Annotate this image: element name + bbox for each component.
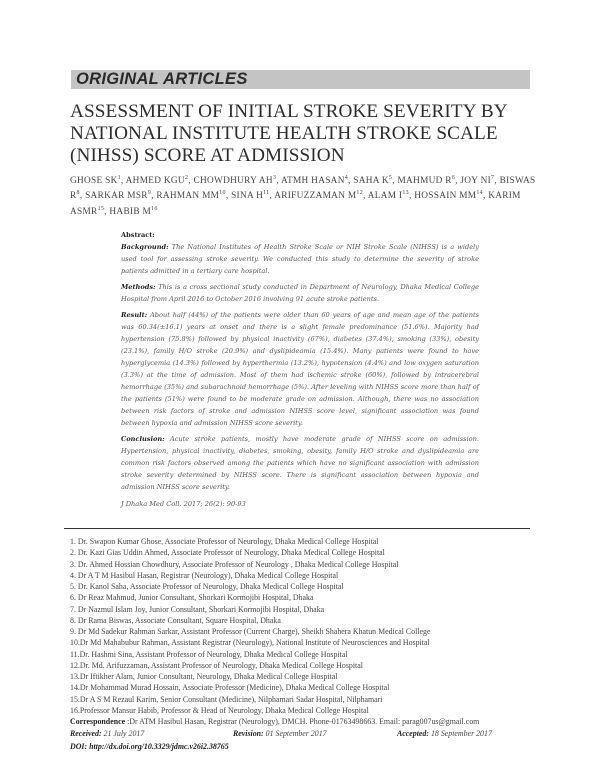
section-header: ORIGINAL ARTICLES [76,70,248,88]
divider [64,528,530,529]
accepted-date: 18 September 2017 [430,729,492,739]
author-name: ARIFUZZAMAN M [274,191,357,202]
author-affiliation-number: 12 [356,190,364,197]
author [368,191,409,201]
author-affiliation-number: 9 [147,190,152,197]
journal-citation: J Dhaka Med Coll. 2017; 26(2): 90-93 [121,500,246,508]
received-label: Received: [70,729,102,739]
affiliation-item: 6. Dr Reaz Mahmud, Junior Consultant, Shorkari Kormojibi Hospital, Dhaka [70,593,314,603]
author-affiliation-number: 13 [402,190,409,197]
affiliation-item: 13.Dr Iftikher Alam, Junior Consultant, Neurology, Dhaka Medical College Hospital [70,672,338,681]
author-name: AHMED KGU [125,176,185,187]
author [414,191,483,201]
accepted-label: Accepted: [397,729,429,739]
methods-label: Methods: [121,283,156,291]
affiliation-item: 16.Professor Mansur Habib, Professor & Head of Neurology, Dhaka Medical College Hospital [70,705,369,715]
affiliation-item: 7. Dr Nazmul Islam Joy, Junior Consultant, Shorkari Kormojibi Hospital, Dhaka [70,604,325,614]
methods-text: This is a cross sectional study conducted in Department of Neurology, Dhaka Medical College Hospital from April 2016 to October 2016 involving 91 acute stroke patients. [121,283,479,303]
author [70,176,121,186]
affiliation-item: 12.Dr. Md. Arifuzzaman, Assistant Professor of Neurology, Dhaka Medical College Hospital [70,660,363,670]
correspondence [70,716,600,728]
conclusion-text: Acute stroke patients, mostly have moderate grade of NIHSS score on admission. Hypertension, physical inactivity, diabetes, smoking, obesity, family H/O stroke and dyslipideamia are common risk factors observed among the patients which have no significant association with admission stroke severity determined by NIHSS score. There is significant association between hypoxia and admission NIHSS score severity. [121,435,479,491]
author [281,176,348,186]
received-date: 21 July 2017 [103,729,145,739]
author-affiliation-number: 1 [117,175,121,181]
author-name: ATMH HASAN [281,176,345,187]
abstract [121,229,479,514]
author-affiliation-number: 10 [219,190,226,197]
abstract-background [121,241,479,277]
article-footer [70,716,600,753]
affiliation-item: 10.Dr Md Mahabubur Rahman, Assistant Registrar (Neurology), National Institute of Neurosciences and Hospital [70,638,430,648]
revision-label: Revision: [233,729,264,739]
author-affiliation-number: 4 [344,175,349,181]
affiliation-item: 8. Dr Rama Biswas, Associate Consultant, Square Hospital, Dhaka [70,615,281,625]
affiliation-item: 15.Dr A S M Rezaul Karim, Senior Consultant (Medicine), Nilphamari Sadar Hospital, Nilphamari [70,694,383,704]
title-line: (NIHSS) SCORE AT ADMISSION [70,145,345,166]
result-text: About half (44%) of the patients were older than 60 years of age and mean age of the patients was 60.34(±16.1) years at onset and there is a slight female predominance (51.6%). Majority had hypertension (75.8%) followed by physical inactivity (67%), diabetes (37.4%), smoking (33%), obesity (23.1%), family H/O stroke (20.9%) and dyslipideamia (15.4%). Many patients were found to have hyperglycemia (14.3%) followed by hyperthermia (13.2%), hypotension (4.4%) and low oxygen saturation (3.3%) at the time of admission. Most of them had ischemic stroke (60%), followed by intracerebral hemorrhage (35%) and subarachnoid hemorrhage (5%). After leveling with NIHSS score more than half of the patients (51%) were found to be moderate grade on admission. Although, there was no association between risk factors of stroke and admission NIHSS score level, significant association was found between hypoxia and admission NIHSS score severity. [121,311,479,427]
doi-link[interactable]: DOI: http://dx.doi.org/10.3329/jdmc.v26i2.38765 [70,741,229,751]
article-title [70,101,580,167]
author [274,191,363,201]
revision-date: 01 September 2017 [265,729,327,739]
author [126,176,189,186]
affiliation-item: 1. Dr. Swapon Kumar Ghose, Associate Professor of Neurology, Dhaka Medical College Hospital [70,537,379,546]
conclusion-label: Conclusion: [121,435,165,443]
affiliation-item: 14.Dr Mohammad Murad Hossain, Associate Professor (Medicine), Dhaka Medical College Hospital [70,683,390,693]
abstract-result [121,309,479,429]
author [85,191,151,201]
author-name: SAHA K [353,176,389,187]
title-line: ASSESSMENT OF INITIAL STROKE SEVERITY BY [70,101,508,122]
author-name: KARIM ASMR [70,191,521,217]
affiliation-item: 4. Dr A T M Hasibul Hasan, Registrar (Neurology), Dhaka Medical College Hospital [70,570,339,580]
result-label: Result: [121,311,148,319]
author-affiliation-number: 11 [263,190,270,197]
author-name: SARKAR MSR [85,191,148,202]
dates-row [70,728,600,740]
author-name: HABIB M [109,206,152,217]
affiliation-list [70,536,590,716]
author-name: GHOSE SK [70,176,118,187]
correspondence-text: :Dr ATM Hasibul Hasan, Registrar (Neurology), DMCH. Phone-01763498663. Email: parag007us@gmail.com [127,717,480,726]
author [156,191,226,201]
author [109,207,157,217]
author [460,176,494,186]
author-name: ALAM I [367,191,403,202]
author-name: SINA H [231,191,264,202]
author-affiliation-number: 3 [272,175,277,181]
author-affiliation-number: 16 [151,205,158,212]
author-affiliation-number: 6 [451,175,456,181]
author [397,176,455,186]
author-name: JOY NI [460,176,492,187]
author-name: CHOWDHURY AH [193,176,273,187]
abstract-conclusion [121,433,479,493]
affiliation-item: 5. Dr. Kanol Saha, Associate Professor of Neurology, Dhaka Medical College Hospital [70,582,344,591]
abstract-heading: Abstract: [121,231,155,239]
title-line: NATIONAL INSTITUTE HEALTH STROKE SCALE [70,123,498,144]
author-affiliation-number: 7 [491,175,495,181]
background-text: The National Institutes of Health Stroke Scale or NIH Stroke Scale (NIHSS) is a widely used tool for assessing stroke severity. We conducted this study to determine the severity of stroke patients admitted in a tertiary care hospital. [121,243,479,275]
affiliation-item: 11.Dr. Hashmi Sina, Assistant Professor of Neurology, Dhaka Medical College Hospital [70,649,348,659]
affiliation-item: 3. Dr. Ahmed Hossian Chowdhury, Associate Professor of Neurology , Dhaka Medical College Hospital [70,559,399,569]
affiliation-item: 9. Dr Md Sadekur Rahman Sarkar, Assistant Professor (Current Charge), Sheikh Shahera Khatun Medical College [70,627,431,636]
author-affiliation-number: 14 [476,190,483,197]
author-name: MAHMUD R [397,176,452,187]
author [231,191,269,201]
author-affiliation-number: 5 [388,175,393,181]
background-label: Background: [121,243,169,251]
author-affiliation-number: 8 [76,190,80,197]
author-name: HOSSAIN MM [414,191,477,202]
correspondence-label: Correspondence [70,717,126,726]
affiliation-item: 2. Dr. Kazi Gias Uddin Ahmed, Associate Professor of Neurology, Dhaka Medical College Hospital [70,548,385,558]
author-list: GHOSE $SK^1$, AHMED KGU$^2$, CHOWDHURY $AH^3$, ATMH HASAN$^4$, SAHA $K^5$, MAHMUD $R^6$, JOY $NI^7$, BISWAS $R^8$, SARKAR MSR$^9$, RAHMAN MM$^{10}$, SINA $H^{11}$, ARIFUZZAMAN $M^{12}$, ALAM $I^{13}$, HOSSAIN MM$^{14}$, KARIM ASMR$^{15}$, HABIB $M^{16}$ [70,175,536,217]
author-affiliation-number: 2 [184,175,189,181]
author-name: BISWAS R [70,176,536,202]
abstract-methods [121,281,479,305]
author [194,176,277,186]
author-name: RAHMAN MM [156,191,220,202]
author-affiliation-number: 15 [97,205,105,212]
section-header-bar [71,70,530,89]
author [353,176,392,186]
